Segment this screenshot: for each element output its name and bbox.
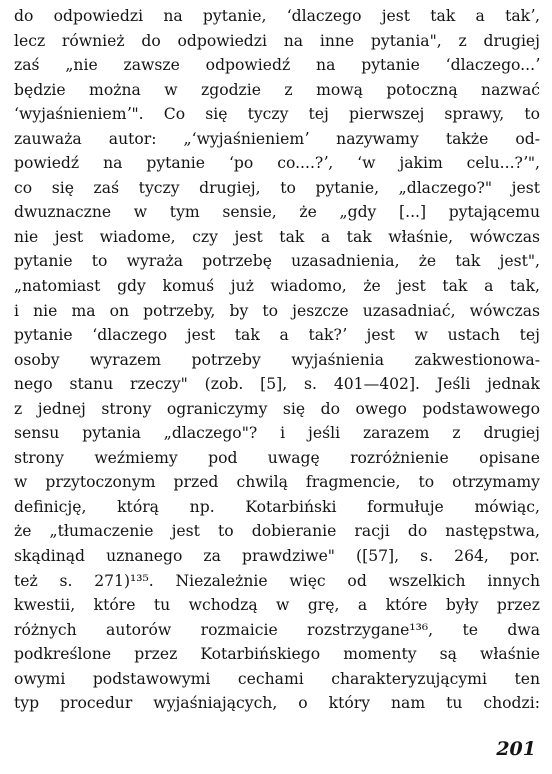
- text-line: i nie ma on potrzeby, by to jeszcze uzasadniać, wówczas: [14, 301, 540, 320]
- page-number: 201: [496, 738, 536, 760]
- text-line: definicję, którą np. Kotarbiński formułuje mówiąc,: [14, 497, 540, 516]
- text-line: typ procedur wyjaśniających, o który nam tu chodzi:: [14, 694, 540, 713]
- text-line: osoby wyrazem potrzeby wyjaśnienia zakwestionowa-: [14, 350, 540, 369]
- text-line: co się zaś tyczy drugiej, to pytanie, „dlaczego?" jest: [14, 178, 540, 197]
- text-line: kwestii, które tu wchodzą w grę, a które były przez: [14, 596, 540, 615]
- text-line: podkreślone przez Kotarbińskiego momenty są właśnie: [14, 645, 540, 664]
- text-line: nego stanu rzeczy" (zob. [5], s. 401—402]. Jeśli jednak: [14, 375, 540, 394]
- text-line: skądinąd uznanego za prawdziwe" ([57], s. 264, por.: [14, 547, 540, 566]
- text-line: że „tłumaczenie jest to dobieranie racji do następstwa,: [14, 522, 540, 541]
- text-line: pytanie to wyraża potrzebę uzasadnienia, że tak jest",: [14, 252, 540, 271]
- text-line: pytanie ʻdlaczego jest tak a tak?ʼ jest w ustach tej: [14, 326, 540, 345]
- text-line: też s. 271)¹³⁵. Niezależnie więc od wszelkich innych: [14, 571, 540, 590]
- text-line: strony weźmiemy pod uwagę rozróżnienie opisane: [14, 448, 540, 467]
- text-line: z jednej strony ograniczymy się do owego podstawowego: [14, 399, 540, 418]
- text-line: owymi podstawowymi cechami charakteryzującymi ten: [14, 669, 540, 688]
- text-line: nie jest wiadome, czy jest tak a tak właśnie, wówczas: [14, 227, 540, 246]
- text-line: zaś „nie zawsze odpowiedź na pytanie ʻdlaczego...ʼ: [14, 56, 540, 75]
- text-line: „natomiast gdy komuś już wiadomo, że jest tak a tak,: [14, 277, 540, 296]
- body-text: [14, 4, 540, 716]
- text-line: powiedź na pytanie ʻpo co....?ʼ, ʻw jakim celu...?ʼ",: [14, 154, 540, 173]
- text-line: ʻwyjaśnieniemʼ". Co się tyczy tej pierwszej sprawy, to: [14, 105, 540, 124]
- text-line: do odpowiedzi na pytanie, ʻdlaczego jest tak a takʼ,: [14, 7, 540, 25]
- text-line: różnych autorów rozmaicie rozstrzygane¹³⁶, te dwa: [14, 620, 540, 639]
- text-line: w przytoczonym przed chwilą fragmencie, to otrzymamy: [14, 473, 540, 492]
- text-line: lecz również do odpowiedzi na inne pytania", z drugiej: [14, 31, 540, 50]
- text-line: sensu pytania „dlaczego"? i jeśli zarazem z drugiej: [14, 424, 540, 443]
- text-line: będzie można w zgodzie z mową potoczną nazwać: [14, 80, 540, 99]
- text-line: zauważa autor: „ʻwyjaśnieniemʼ nazywamy także od-: [14, 129, 540, 148]
- text-line: dwuznaczne w tym sensie, że „gdy [...] pytającemu: [14, 203, 540, 222]
